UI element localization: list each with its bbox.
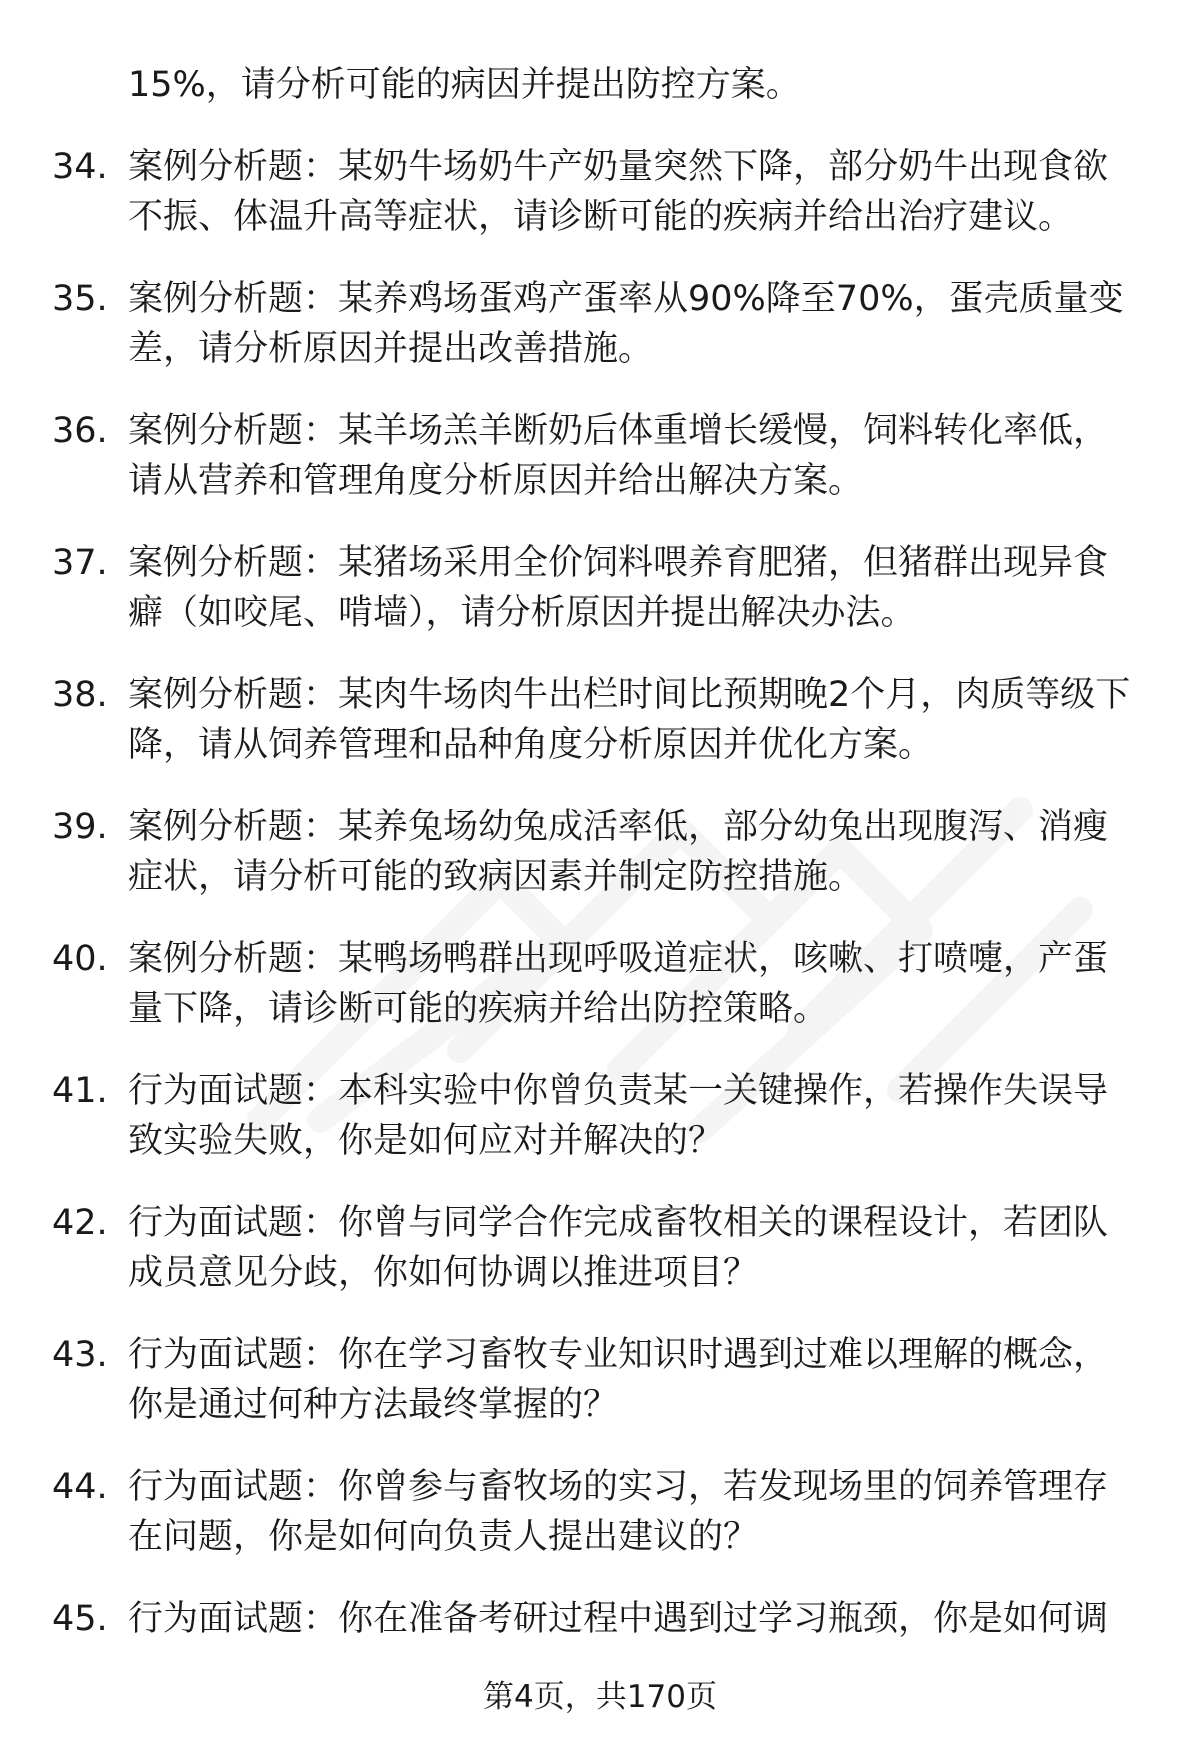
question-text [128,934,1158,1034]
question-text [128,802,1158,902]
question-line: 案例分析题：某奶牛场奶牛产奶量突然下降，部分奶牛出现食欲 [128,147,1109,187]
question-line: 你是通过何种方法最终掌握的？ [128,1385,619,1425]
question-item [0,934,1200,1066]
question-line: 案例分析题：某养兔场幼兔成活率低，部分幼兔出现腹泻、消瘦 [128,807,1109,847]
question-item [0,406,1200,538]
question-list [0,142,1200,1726]
question-line: 案例分析题：某养鸡场蛋鸡产蛋率从90%降至70%，蛋壳质量变 [128,279,1124,319]
question-line: 致实验失败，你是如何应对并解决的？ [128,1121,724,1161]
question-text [128,406,1158,506]
question-line: 不振、体温升高等症状，请诊断可能的疾病并给出治疗建议。 [128,197,1074,237]
question-line: 案例分析题：某羊场羔羊断奶后体重增长缓慢，饲料转化率低， [128,411,1109,451]
question-item [0,142,1200,274]
question-item [0,1066,1200,1198]
question-text [128,142,1158,242]
question-text [128,1462,1158,1562]
question-text [128,1198,1158,1298]
question-number: 44. [52,1467,108,1507]
page-footer: 第4页，共170页 [483,1679,717,1715]
question-text [128,274,1158,374]
question-number: 41. [52,1071,108,1111]
question-item [0,1198,1200,1330]
question-item [0,538,1200,670]
question-text [128,1330,1158,1430]
question-text [128,1066,1158,1166]
question-line: 行为面试题：本科实验中你曾负责某一关键操作，若操作失误导 [128,1071,1109,1111]
question-number: 34. [52,147,108,187]
question-item [0,274,1200,406]
question-line: 行为面试题：你曾与同学合作完成畜牧相关的课程设计，若团队 [128,1203,1109,1243]
question-line: 差，请分析原因并提出改善措施。 [128,329,654,369]
question-line: 请从营养和管理角度分析原因并给出解决方案。 [128,461,864,501]
question-item [0,670,1200,802]
question-item [0,1330,1200,1462]
question-line: 在问题，你是如何向负责人提出建议的？ [128,1517,759,1557]
question-text [128,538,1158,638]
question-item [0,1462,1200,1594]
question-number: 35. [52,279,108,319]
question-line: 案例分析题：某猪场采用全价饲料喂养育肥猪，但猪群出现异食 [128,543,1109,583]
question-line: 案例分析题：某鸭场鸭群出现呼吸道症状，咳嗽、打喷嚏，产蛋 [128,939,1109,979]
question-number: 43. [52,1335,108,1375]
question-line: 量下降，请诊断可能的疾病并给出防控策略。 [128,989,829,1029]
question-number: 39. [52,807,108,847]
question-line: 行为面试题：你在学习畜牧专业知识时遇到过难以理解的概念， [128,1335,1109,1375]
question-number: 36. [52,411,108,451]
question-text [128,670,1158,770]
intro-continuation-line: 15%，请分析可能的病因并提出防控方案。 [128,65,801,105]
question-item [0,802,1200,934]
question-line: 案例分析题：某肉牛场肉牛出栏时间比预期晚2个月，肉质等级下 [128,675,1131,715]
question-number: 42. [52,1203,108,1243]
question-line: 成员意见分歧，你如何协调以推进项目？ [128,1253,759,1293]
question-number: 37. [52,543,108,583]
question-number: 38. [52,675,108,715]
question-line: 行为面试题：你在准备考研过程中遇到过学习瓶颈，你是如何调 [128,1599,1109,1639]
question-line: 症状，请分析可能的致病因素并制定防控措施。 [128,857,864,897]
question-number: 40. [52,939,108,979]
question-line: 癖（如咬尾、啃墙），请分析原因并提出解决办法。 [128,593,916,633]
question-text [128,1594,1158,1644]
question-line: 行为面试题：你曾参与畜牧场的实习，若发现场里的饲养管理存 [128,1467,1109,1507]
question-line: 降，请从饲养管理和品种角度分析原因并优化方案。 [128,725,934,765]
question-number: 45. [52,1599,108,1639]
